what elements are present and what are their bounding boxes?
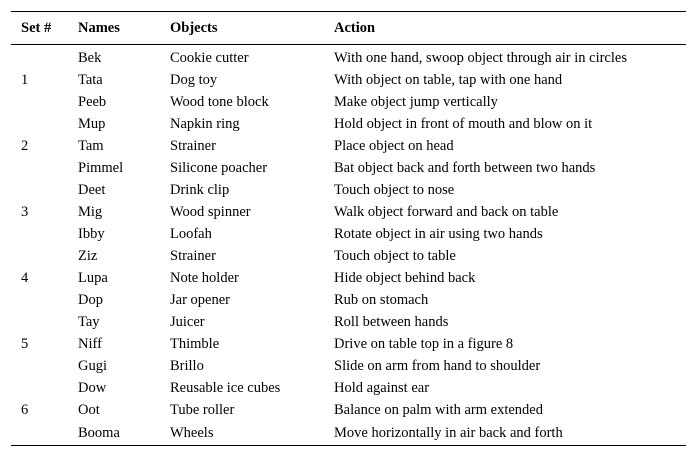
cell-set bbox=[11, 157, 68, 179]
table-row bbox=[11, 201, 686, 223]
table-row bbox=[11, 69, 686, 91]
cell-name: Niff bbox=[78, 335, 102, 352]
cell-name: Tam bbox=[78, 137, 104, 154]
cell-object: Strainer bbox=[170, 137, 216, 154]
cell-name: Ziz bbox=[78, 247, 98, 264]
table-row bbox=[11, 355, 686, 377]
table-row bbox=[11, 157, 686, 179]
cell-name: Dow bbox=[78, 379, 107, 396]
cell-object: Brillo bbox=[170, 357, 204, 374]
header-set: Set # bbox=[11, 12, 68, 45]
stimuli-table-container bbox=[11, 11, 686, 446]
table-row bbox=[11, 289, 686, 311]
cell-object: Strainer bbox=[170, 247, 216, 264]
cell-action: Drive on table top in a figure 8 bbox=[334, 335, 514, 352]
stimuli-table bbox=[11, 11, 686, 446]
cell-object: Silicone poacher bbox=[170, 159, 268, 176]
cell-action: Hold object in front of mouth and blow on it bbox=[334, 115, 593, 132]
table-row bbox=[11, 135, 686, 157]
cell-action: Hide object behind back bbox=[334, 269, 476, 286]
cell-action: Roll between hands bbox=[334, 313, 449, 330]
cell-set bbox=[11, 91, 68, 113]
cell-set bbox=[11, 355, 68, 377]
cell-set bbox=[11, 45, 68, 70]
cell-object: Wood tone block bbox=[170, 93, 269, 110]
cell-action: Balance on palm with arm extended bbox=[334, 401, 543, 418]
cell-set: 1 bbox=[21, 71, 29, 88]
cell-name: Mig bbox=[78, 203, 103, 220]
cell-name: Tay bbox=[78, 313, 100, 330]
cell-object: Wheels bbox=[160, 421, 324, 446]
cell-name: Booma bbox=[68, 421, 160, 446]
header-row bbox=[11, 12, 686, 45]
header-objects: Objects bbox=[160, 12, 324, 45]
cell-action: Hold against ear bbox=[334, 379, 430, 396]
cell-object: Drink clip bbox=[170, 181, 230, 198]
cell-action: Slide on arm from hand to shoulder bbox=[334, 357, 541, 374]
table-row bbox=[11, 179, 686, 201]
header-names: Names bbox=[68, 12, 160, 45]
cell-set bbox=[11, 311, 68, 333]
cell-action: With object on table, tap with one hand bbox=[334, 71, 563, 88]
table-row bbox=[11, 267, 686, 289]
cell-set bbox=[11, 179, 68, 201]
cell-set: 5 bbox=[21, 335, 29, 352]
cell-action: Bat object back and forth between two hands bbox=[334, 159, 596, 176]
cell-name: Deet bbox=[78, 181, 106, 198]
cell-action: With one hand, swoop object through air in circles bbox=[334, 49, 627, 66]
cell-action: Rotate object in air using two hands bbox=[334, 225, 543, 242]
table-row bbox=[11, 333, 686, 355]
cell-set bbox=[11, 377, 68, 399]
cell-set bbox=[11, 289, 68, 311]
cell-action: Move horizontally in air back and forth bbox=[324, 421, 686, 446]
cell-name: Dop bbox=[78, 291, 103, 308]
cell-action: Walk object forward and back on table bbox=[334, 203, 559, 220]
table-row bbox=[11, 45, 686, 70]
cell-object: Napkin ring bbox=[170, 115, 240, 132]
cell-set: 4 bbox=[21, 269, 29, 286]
table-row bbox=[11, 223, 686, 245]
cell-object: Juicer bbox=[170, 313, 205, 330]
cell-name: Pimmel bbox=[78, 159, 124, 176]
cell-name: Bek bbox=[78, 49, 102, 66]
cell-name: Gugi bbox=[78, 357, 107, 374]
cell-set bbox=[11, 223, 68, 245]
table-row bbox=[11, 113, 686, 135]
cell-name: Ibby bbox=[78, 225, 105, 242]
cell-set: 3 bbox=[21, 203, 29, 220]
cell-action: Rub on stomach bbox=[334, 291, 429, 308]
table-row bbox=[11, 311, 686, 333]
table-header bbox=[11, 12, 686, 45]
table-row bbox=[11, 421, 686, 446]
cell-object: Wood spinner bbox=[170, 203, 251, 220]
cell-object: Note holder bbox=[170, 269, 239, 286]
table-row bbox=[11, 399, 686, 421]
cell-action: Place object on head bbox=[334, 137, 454, 154]
cell-name: Mup bbox=[78, 115, 106, 132]
cell-action: Make object jump vertically bbox=[334, 93, 498, 110]
cell-object: Loofah bbox=[170, 225, 212, 242]
cell-object: Dog toy bbox=[170, 71, 218, 88]
header-action: Action bbox=[324, 12, 686, 45]
cell-name: Tata bbox=[78, 71, 103, 88]
cell-object: Cookie cutter bbox=[170, 49, 249, 66]
cell-action: Touch object to nose bbox=[334, 181, 455, 198]
cell-action: Touch object to table bbox=[334, 247, 456, 264]
cell-name: Oot bbox=[78, 401, 100, 418]
cell-set bbox=[11, 245, 68, 267]
table-row bbox=[11, 377, 686, 399]
cell-name: Peeb bbox=[78, 93, 107, 110]
cell-object: Reusable ice cubes bbox=[170, 379, 281, 396]
cell-object: Jar opener bbox=[170, 291, 230, 308]
table-body bbox=[11, 45, 686, 446]
cell-name: Lupa bbox=[78, 269, 108, 286]
cell-set bbox=[11, 113, 68, 135]
table-row bbox=[11, 245, 686, 267]
cell-set bbox=[11, 421, 68, 446]
cell-object: Tube roller bbox=[170, 401, 235, 418]
cell-set: 2 bbox=[21, 137, 29, 154]
table-row bbox=[11, 91, 686, 113]
cell-set: 6 bbox=[21, 401, 29, 418]
cell-object: Thimble bbox=[170, 335, 220, 352]
